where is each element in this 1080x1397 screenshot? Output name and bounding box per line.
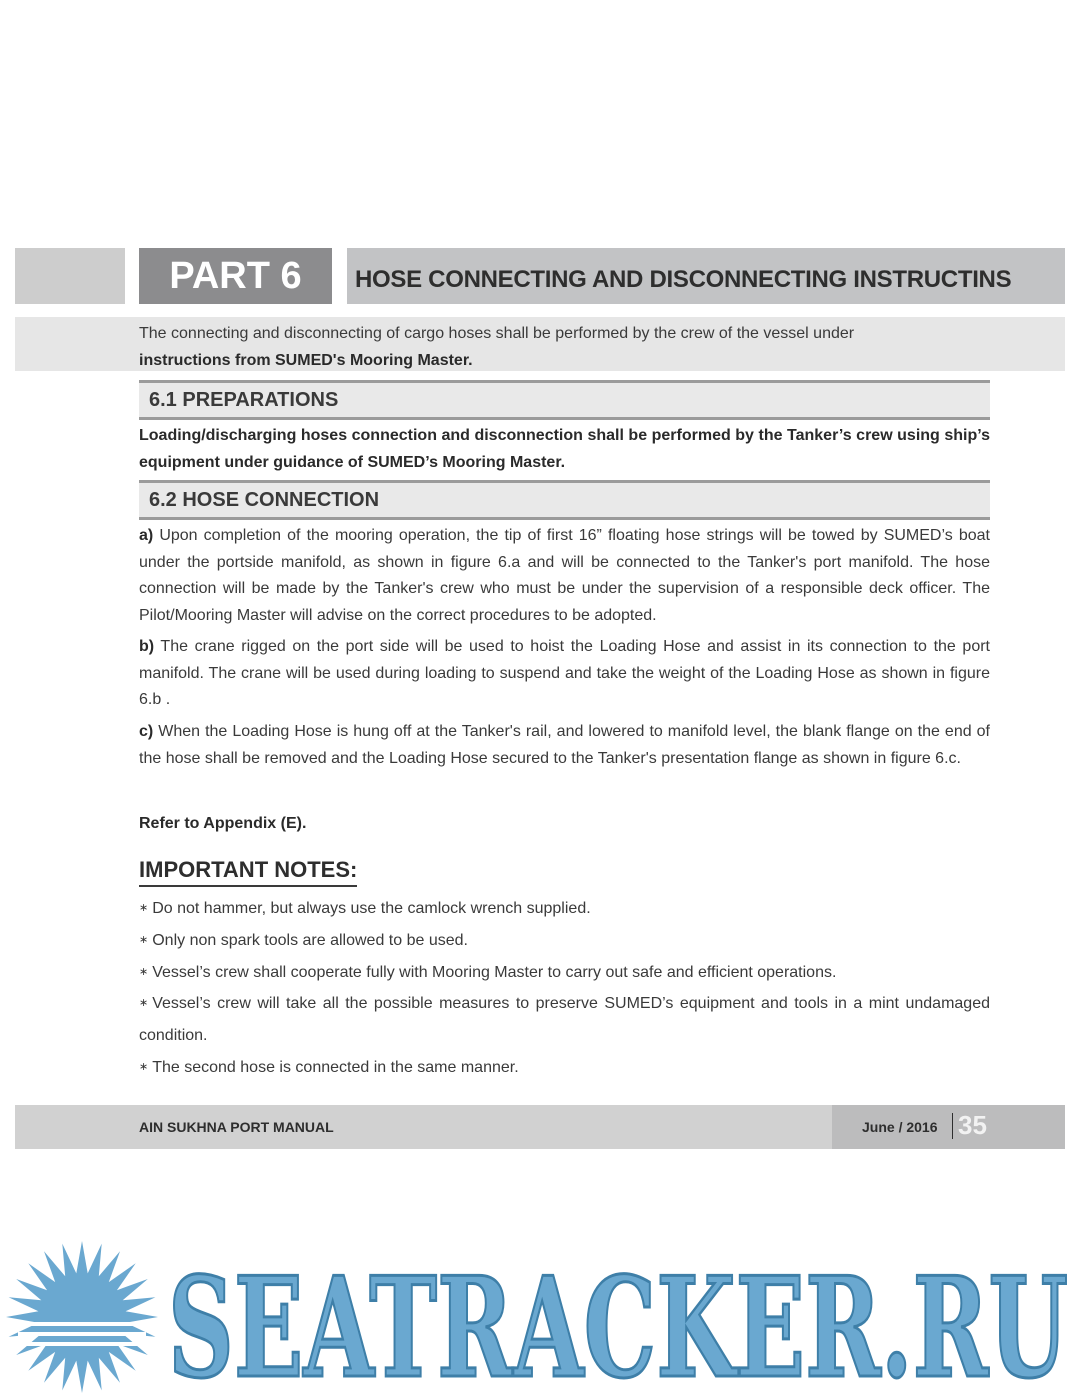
refer-line	[139, 811, 990, 838]
item-text: When the Loading Hose is hung off at the Tanker's rail, and lowered to manifold level, the blank flange on the end of the hose shall be removed and the Loading Hose secured to the Tanker's presentation flange as shown in figure 6.c.	[139, 723, 990, 767]
item-text: The crane rigged on the port side will be used to hoist the Loading Hose and assist in its connection to the port manifold. The crane will be used during loading to suspend and take the weight of the Loading Hose as shown in figure 6.b .	[139, 638, 990, 708]
note-text: Vessel’s crew will take all the possible measures to preserve SUMED’s equipment and tools in a mint undamaged condition.	[139, 995, 990, 1044]
preparations-paragraph	[139, 423, 990, 476]
intro-text: The connecting and disconnecting of cargo hoses shall be performed by the crew of the vessel under	[139, 325, 855, 342]
sun-logo-icon	[2, 1240, 162, 1395]
bullet-icon: ∗	[139, 902, 149, 914]
note-item	[139, 987, 990, 1052]
note-item	[139, 956, 990, 989]
note-item	[139, 892, 990, 925]
note-text: Vessel’s crew shall cooperate fully with Mooring Master to carry out safe and efficient operations.	[152, 964, 837, 981]
list-item	[139, 719, 990, 772]
intro-bold-text: instructions from SUMED's Mooring Master.	[139, 352, 473, 369]
bullet-icon: ∗	[139, 997, 149, 1009]
section-title-hose-connection: 6.2 HOSE CONNECTION	[149, 489, 380, 511]
part-label: PART 6	[139, 248, 332, 304]
page-number: 35	[958, 1110, 987, 1140]
list-item	[139, 523, 990, 629]
bullet-icon: ∗	[139, 934, 149, 946]
note-item	[139, 924, 990, 957]
watermark-label: SEATRACKER.RU	[168, 1254, 1068, 1394]
watermark-text	[168, 1254, 1073, 1394]
refer-text: Refer to Appendix (E).	[139, 815, 307, 832]
footer-date: June / 2016	[862, 1119, 938, 1135]
notes-title: IMPORTANT NOTES:	[139, 857, 357, 887]
item-marker: a)	[139, 527, 154, 544]
item-marker: b)	[139, 638, 155, 655]
section-title-preparations: 6.1 PREPARATIONS	[149, 389, 339, 411]
footer-manual-title: AIN SUKHNA PORT MANUAL	[139, 1119, 334, 1135]
preparations-text: Loading/discharging hoses connection and disconnection shall be performed by the Tanker’s crew using ship’s equipment under guidance of SUMED’s Mooring Master.	[139, 427, 990, 471]
footer-separator	[952, 1113, 953, 1139]
note-item	[139, 1051, 990, 1084]
note-text: The second hose is connected in the same manner.	[152, 1059, 519, 1076]
bullet-icon: ∗	[139, 1061, 149, 1073]
note-text: Only non spark tools are allowed to be used.	[152, 932, 468, 949]
item-marker: c)	[139, 723, 154, 740]
list-item	[139, 634, 990, 714]
header-left-block	[15, 248, 125, 304]
bullet-icon: ∗	[139, 966, 149, 978]
note-text: Do not hammer, but always use the camlock wrench supplied.	[152, 900, 591, 917]
item-text: Upon completion of the mooring operation, the tip of first 16” floating hose strings will be towed by SUMED’s boat under the portside manifold, as shown in figure 6.a and will be connected to the Tanker's port manifold. The hose connection will be made by the Tanker's crew who must be under the supervision of a responsible deck officer. The Pilot/Mooring Master will advise on the correct procedures to be adopted.	[139, 527, 990, 624]
intro-paragraph	[139, 320, 999, 374]
page-title: HOSE CONNECTING AND DISCONNECTING INSTRUCTINS	[355, 266, 1012, 293]
